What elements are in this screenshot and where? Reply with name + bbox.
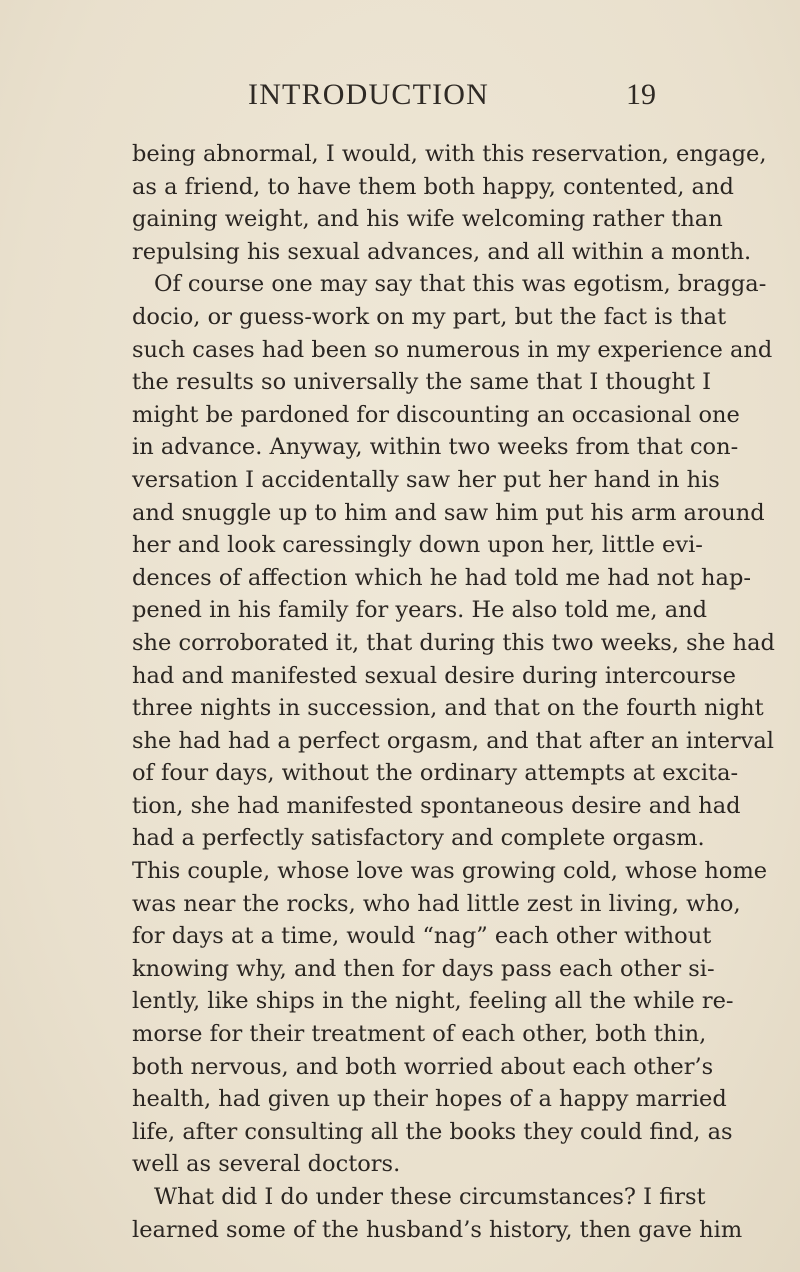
text-line: repulsing his sexual advances, and all within a month. bbox=[132, 238, 752, 265]
text-line: and snuggle up to him and saw him put his arm around bbox=[132, 499, 765, 526]
text-line: might be pardoned for discounting an occasional one bbox=[132, 401, 740, 428]
text-line: health, had given up their hopes of a happy married bbox=[132, 1086, 727, 1113]
text-line: in advance. Anyway, within two weeks from that con- bbox=[132, 434, 739, 461]
text-line: being abnormal, I would, with this reservation, engage, bbox=[132, 141, 767, 167]
chapter-title: INTRODUCTION bbox=[248, 78, 490, 111]
text-line: versation I accidentally saw her put her hand in his bbox=[132, 466, 720, 493]
text-line: This couple, whose love was growing cold, whose home bbox=[132, 858, 768, 885]
text-line: was near the rocks, who had little zest in living, who, bbox=[132, 890, 741, 917]
text-line: her and look caressingly down upon her, little evi- bbox=[132, 532, 703, 559]
text-line: knowing why, and then for days pass each other si- bbox=[132, 955, 715, 982]
text-line: had a perfectly satisfactory and complete orgasm. bbox=[132, 825, 705, 852]
text-line: she had had a perfect orgasm, and that after an interval bbox=[132, 727, 774, 754]
text-line: she corroborated it, that during this two weeks, she had bbox=[132, 629, 775, 656]
text-line: learned some of the husband’s history, then gave him bbox=[132, 1216, 743, 1243]
paragraph-start-line: Of course one may say that this was egotism, bragga- bbox=[154, 271, 767, 298]
text-line: tion, she had manifested spontaneous desire and had bbox=[132, 792, 741, 819]
text-line: dences of affection which he had told me had not hap- bbox=[132, 564, 751, 591]
text-line: both nervous, and both worried about each other’s bbox=[132, 1053, 714, 1080]
text-line: had and manifested sexual desire during intercourse bbox=[132, 662, 736, 689]
running-header bbox=[248, 78, 668, 118]
paragraph-start-line: What did I do under these circumstances? I first bbox=[154, 1184, 706, 1210]
text-line: as a friend, to have them both happy, contented, and bbox=[132, 173, 734, 200]
text-line: gaining weight, and his wife welcoming rather than bbox=[132, 206, 723, 233]
text-line: morse for their treatment of each other, both thin, bbox=[132, 1021, 707, 1048]
text-line: pened in his family for years. He also told me, and bbox=[132, 597, 708, 624]
text-line: well as several doctors. bbox=[132, 1151, 401, 1178]
text-line: for days at a time, would “nag” each other without bbox=[132, 923, 712, 950]
text-line: three nights in succession, and that on the fourth night bbox=[132, 695, 764, 722]
text-line: lently, like ships in the night, feeling all the while re- bbox=[132, 988, 734, 1015]
body-text bbox=[132, 138, 775, 1246]
page-number: 19 bbox=[626, 78, 656, 111]
text-line: such cases had been so numerous in my experience and bbox=[132, 336, 773, 363]
text-line: of four days, without the ordinary attempts at excita- bbox=[132, 760, 739, 787]
text-line: life, after consulting all the books they could find, as bbox=[132, 1118, 733, 1145]
text-line: the results so universally the same that I thought I bbox=[132, 369, 711, 396]
text-line: docio, or guess-work on my part, but the fact is that bbox=[132, 303, 727, 330]
